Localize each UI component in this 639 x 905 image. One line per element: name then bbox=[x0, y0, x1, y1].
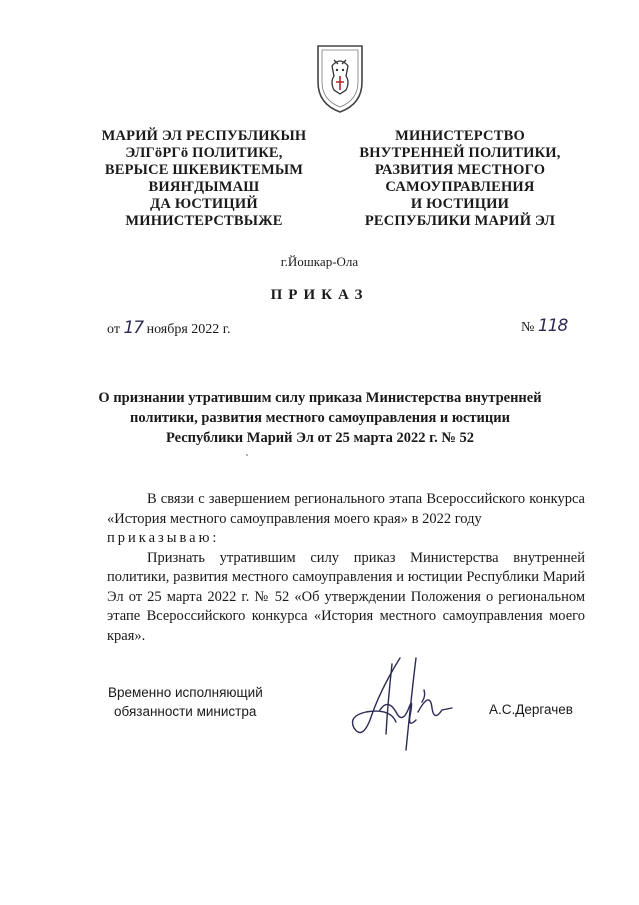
signatory-position bbox=[108, 683, 263, 721]
orders-word: приказываю: bbox=[107, 530, 220, 546]
header-left-line: МИНИСТЕРСТВЫЖЕ bbox=[125, 213, 283, 229]
header-right-line: И ЮСТИЦИИ bbox=[410, 196, 510, 212]
header-left-line: ДА ЮСТИЦИЙ bbox=[150, 196, 258, 212]
header-right-line: РЕСПУБЛИКИ МАРИЙ ЭЛ bbox=[364, 213, 556, 229]
body-paragraph-2: Признать утратившим силу приказ Министерства внутренней политики, развития местного самоуправления и юстиции Республики Марий Эл от 25 марта 2022 г. № 52 «Об утверждении Положения о региональном этапе Всероссийского конкурса «История местного самоуправления моего края». bbox=[107, 549, 585, 644]
position-line-1: Временно исполняющий bbox=[108, 685, 263, 700]
header-left-line: ЭЛГӧРГӧ ПОЛИТИКЕ, bbox=[125, 145, 283, 161]
header-right-line: ВНУТРЕННЕЙ ПОЛИТИКИ, bbox=[359, 145, 561, 161]
signatory-name: А.С.Дергачев bbox=[489, 702, 573, 717]
document-date bbox=[107, 318, 230, 338]
header-left-line: ВЕРЫСЕ ШКЕВИКТЕМЫМ bbox=[104, 162, 304, 178]
header-right-line: МИНИСТЕРСТВО bbox=[395, 128, 525, 144]
position-line-2: обязанности министра bbox=[114, 704, 257, 719]
header-right-line: САМОУПРАВЛЕНИЯ bbox=[385, 179, 535, 195]
number-prefix: № bbox=[521, 320, 535, 335]
coat-of-arms-icon bbox=[310, 42, 370, 114]
date-rest: ноября 2022 г. bbox=[146, 322, 231, 337]
header-left-line: МАРИЙ ЭЛ РЕСПУБЛИКЫН bbox=[101, 128, 307, 144]
handwritten-signature-icon bbox=[340, 650, 465, 760]
date-prefix: от bbox=[107, 322, 120, 337]
document-type: ПРИКАЗ bbox=[270, 287, 369, 303]
date-day-handwritten: 17 bbox=[123, 318, 144, 338]
ministry-name-russian bbox=[345, 128, 575, 230]
document-title bbox=[95, 388, 545, 448]
header-right-line: РАЗВИТИЯ МЕСТНОГО bbox=[374, 162, 546, 178]
city: г.Йошкар-Ола bbox=[280, 254, 359, 269]
document-number bbox=[521, 316, 567, 336]
header-left-line: ВИЯҤДЫМАШ bbox=[148, 179, 260, 195]
number-handwritten: 118 bbox=[537, 316, 568, 336]
document-body bbox=[107, 490, 585, 646]
scan-speck bbox=[246, 454, 248, 456]
body-paragraph-1: В связи с завершением регионального этапа Всероссийского конкурса «История местного самоуправления моего края» в 2022 году bbox=[107, 491, 585, 527]
ministry-name-mari bbox=[89, 128, 319, 230]
title-line: О признании утратившим силу приказа Министерства внутренней bbox=[98, 390, 542, 406]
title-line: Республики Марий Эл от 25 марта 2022 г. № 52 bbox=[165, 430, 475, 446]
title-line: политики, развития местного самоуправления и юстиции bbox=[130, 410, 510, 426]
